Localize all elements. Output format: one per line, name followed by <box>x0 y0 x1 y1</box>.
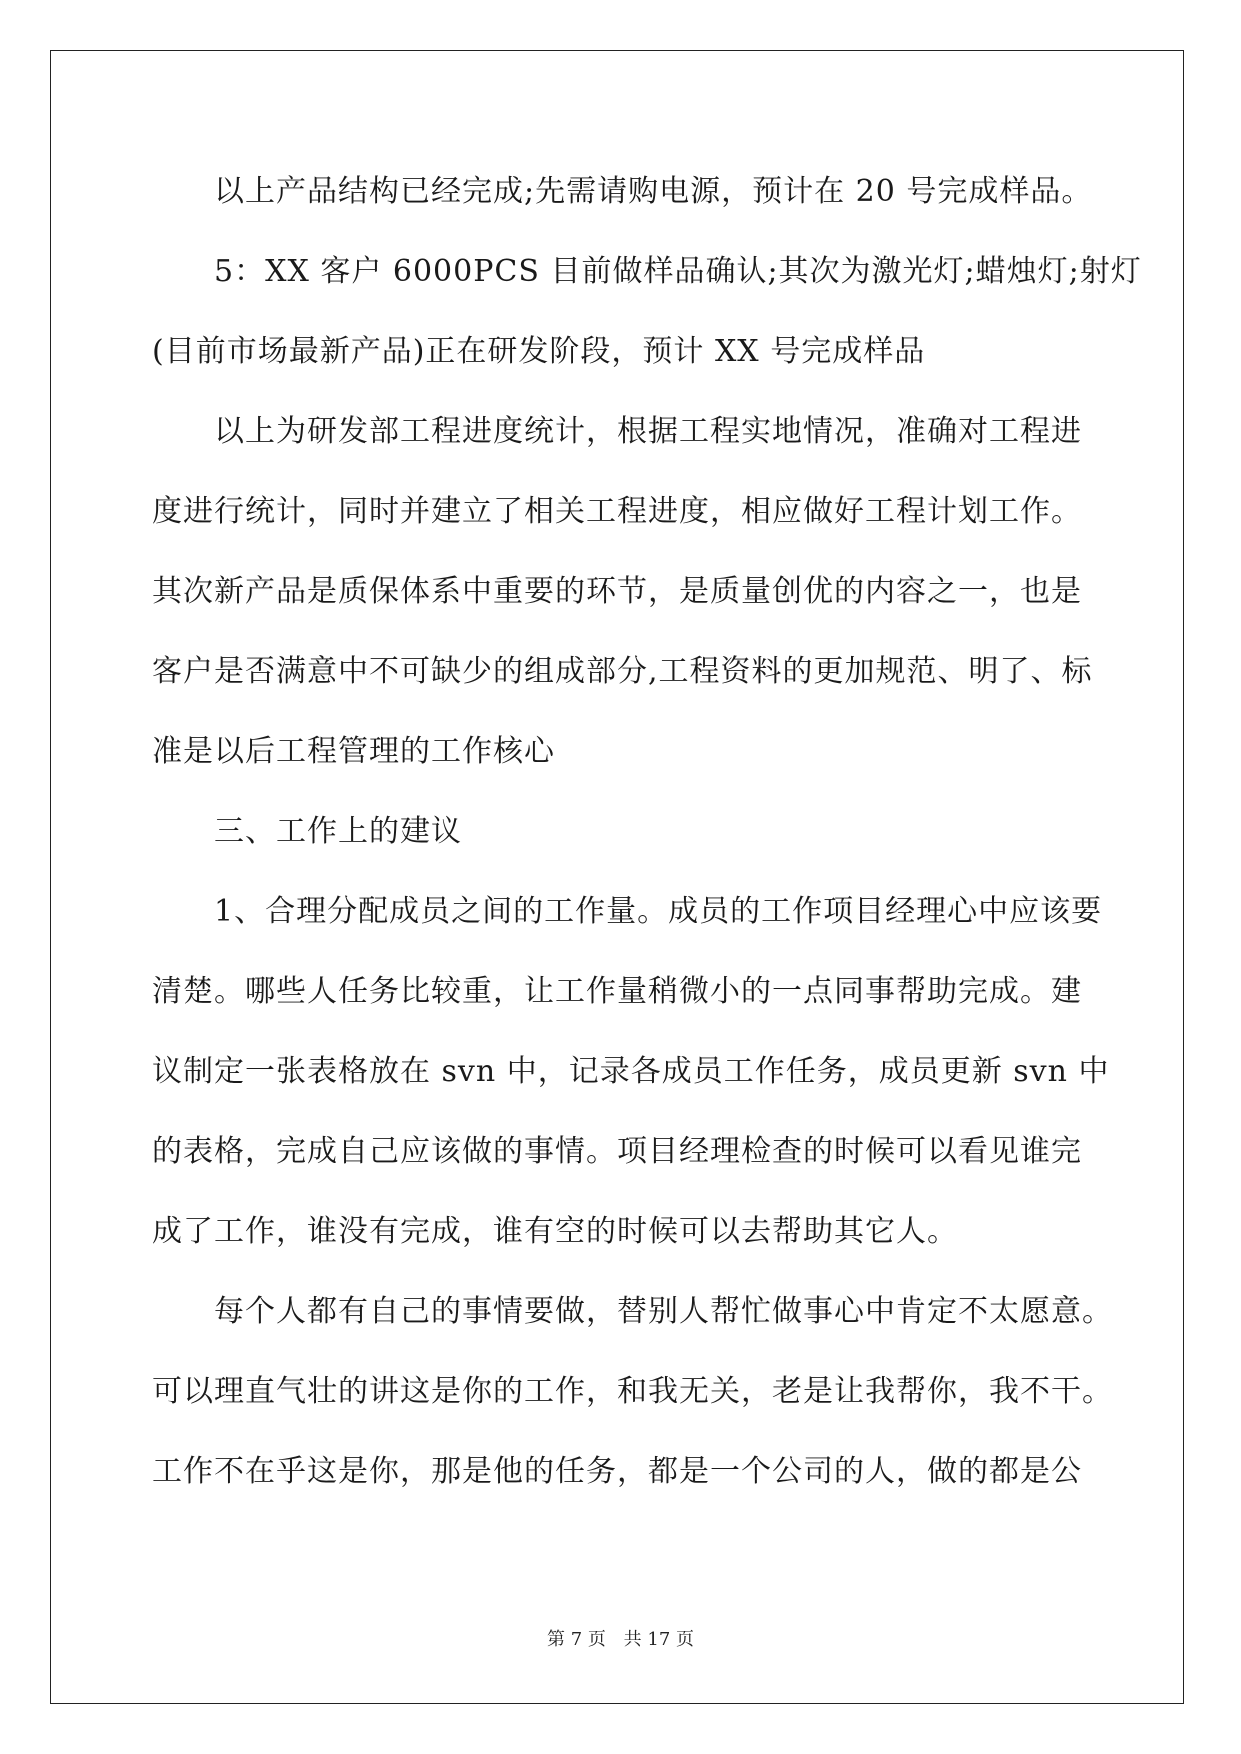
page-footer <box>0 1628 1241 1652</box>
paragraph-line: 其次新产品是质保体系中重要的环节，是质量创优的内容之一，也是 <box>152 574 1082 609</box>
paragraph-line: 议制定一张表格放在 svn 中，记录各成员工作任务，成员更新 svn 中 <box>152 1054 1110 1089</box>
paragraph-line: 1、合理分配成员之间的工作量。成员的工作项目经理心中应该要 <box>214 894 1103 929</box>
paragraph-line: 工作不在乎这是你，那是他的任务，都是一个公司的人，做的都是公 <box>152 1454 1082 1489</box>
paragraph-line: 5：XX 客户 6000PCS 目前做样品确认;其次为激光灯;蜡烛灯;射灯 <box>214 254 1142 289</box>
paragraph-line: 清楚。哪些人任务比较重，让工作量稍微小的一点同事帮助完成。建 <box>152 974 1082 1009</box>
page-number: 第 7 页 <box>547 1629 606 1650</box>
paragraph-line: 可以理直气壮的讲这是你的工作，和我无关，老是让我帮你，我不干。 <box>152 1374 1113 1409</box>
paragraph-line: 以上为研发部工程进度统计，根据工程实地情况，准确对工程进 <box>214 414 1082 449</box>
section-heading: 三、工作上的建议 <box>214 814 462 849</box>
paragraph-line: 以上产品结构已经完成;先需请购电源，预计在 20 号完成样品。 <box>214 174 1093 209</box>
paragraph-line: 的表格，完成自己应该做的事情。项目经理检查的时候可以看见谁完 <box>152 1134 1082 1169</box>
paragraph-line: 成了工作，谁没有完成，谁有空的时候可以去帮助其它人。 <box>152 1214 958 1249</box>
paragraph-line: 客户是否满意中不可缺少的组成部分,工程资料的更加规范、明了、标 <box>152 654 1093 689</box>
paragraph-line: 每个人都有自己的事情要做，替别人帮忙做事心中肯定不太愿意。 <box>214 1294 1113 1329</box>
page-total: 共 17 页 <box>623 1629 694 1650</box>
paragraph-line: 准是以后工程管理的工作核心 <box>152 734 555 769</box>
paragraph-line: 度进行统计，同时并建立了相关工程进度，相应做好工程计划工作。 <box>152 494 1082 529</box>
paragraph-line: (目前市场最新产品)正在研发阶段，预计 XX 号完成样品 <box>152 334 926 369</box>
